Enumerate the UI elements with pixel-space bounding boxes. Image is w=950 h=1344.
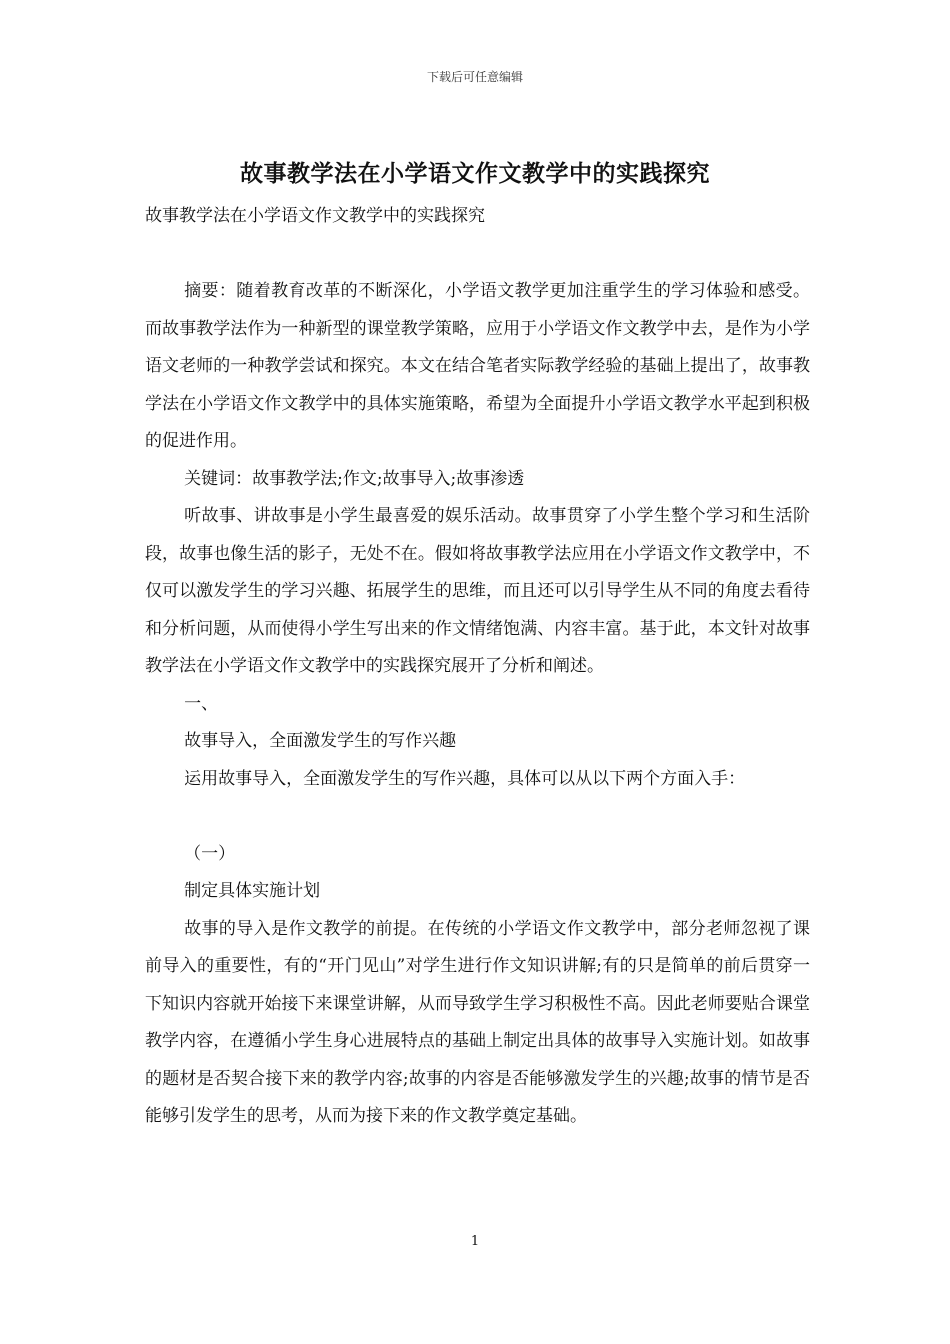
spacer: [145, 236, 810, 274]
subsection-heading: 制定具体实施计划: [184, 881, 321, 901]
document-title: 故事教学法在小学语文作文教学中的实践探究: [240, 160, 710, 187]
section-number: 一、: [184, 693, 219, 714]
keywords-line: 关键词：故事教学法;作文;故事导入;故事渗透: [184, 468, 525, 489]
abstract-paragraph: 摘要：随着教育改革的不断深化，小学语文教学更加注重学生的学习体验和感受。而故事教学法作为一种新型的课堂教学策略，应用于小学语文作文教学中去，是作为小学语文老师的一种教学尝试和探究。本文在结合笔者实际教学经验的基础上提出了，故事教学法在小学语文作文教学中的具体实施策略，希望为全面提升小学语文教学水平起到积极的促进作用。: [145, 281, 810, 451]
section-intro-text: 运用故事导入，全面激发学生的写作兴趣，具体可以从以下两个方面入手：: [184, 768, 746, 789]
document-body: [145, 198, 810, 1136]
subsection-paragraph: 故事的导入是作文教学的前提。在传统的小学语文作文教学中，部分老师忽视了课前导入的重要性，有的“开门见山”对学生进行作文知识讲解;有的只是简单的前后贯穿一下知识内容就开始接下来课堂讲解，从而导致学生学习积极性不高。因此老师要贴合课堂教学内容，在遵循小学生身心进展特点的基础上制定出具体的故事导入实施计划。如故事的题材是否契合接下来的教学内容;故事的内容是否能够激发学生的兴趣;故事的情节是否能够引发学生的思考，从而为接下来的作文教学奠定基础。: [145, 918, 810, 1126]
section-heading: 故事导入，全面激发学生的写作兴趣: [184, 731, 457, 751]
subsection-number: （一）: [184, 843, 236, 864]
intro-paragraph: 听故事、讲故事是小学生最喜爱的娱乐活动。故事贯穿了小学生整个学习和生活阶段，故事也像生活的影子，无处不在。假如将故事教学法应用在小学语文作文教学中，不仅可以激发学生的学习兴趣、拓展学生的思维，而且还可以引导学生从不同的角度去看待和分析问题，从而使得小学生写出来的作文情绪饱满、内容丰富。基于此，本文针对故事教学法在小学语文作文教学中的实践探究展开了分析和阐述。: [145, 506, 810, 676]
spacer: [145, 798, 810, 836]
header-note: 下载后可任意编辑: [426, 70, 523, 84]
subtitle: 故事教学法在小学语文作文教学中的实践探究: [145, 206, 485, 226]
page-number: 1: [470, 1234, 480, 1249]
